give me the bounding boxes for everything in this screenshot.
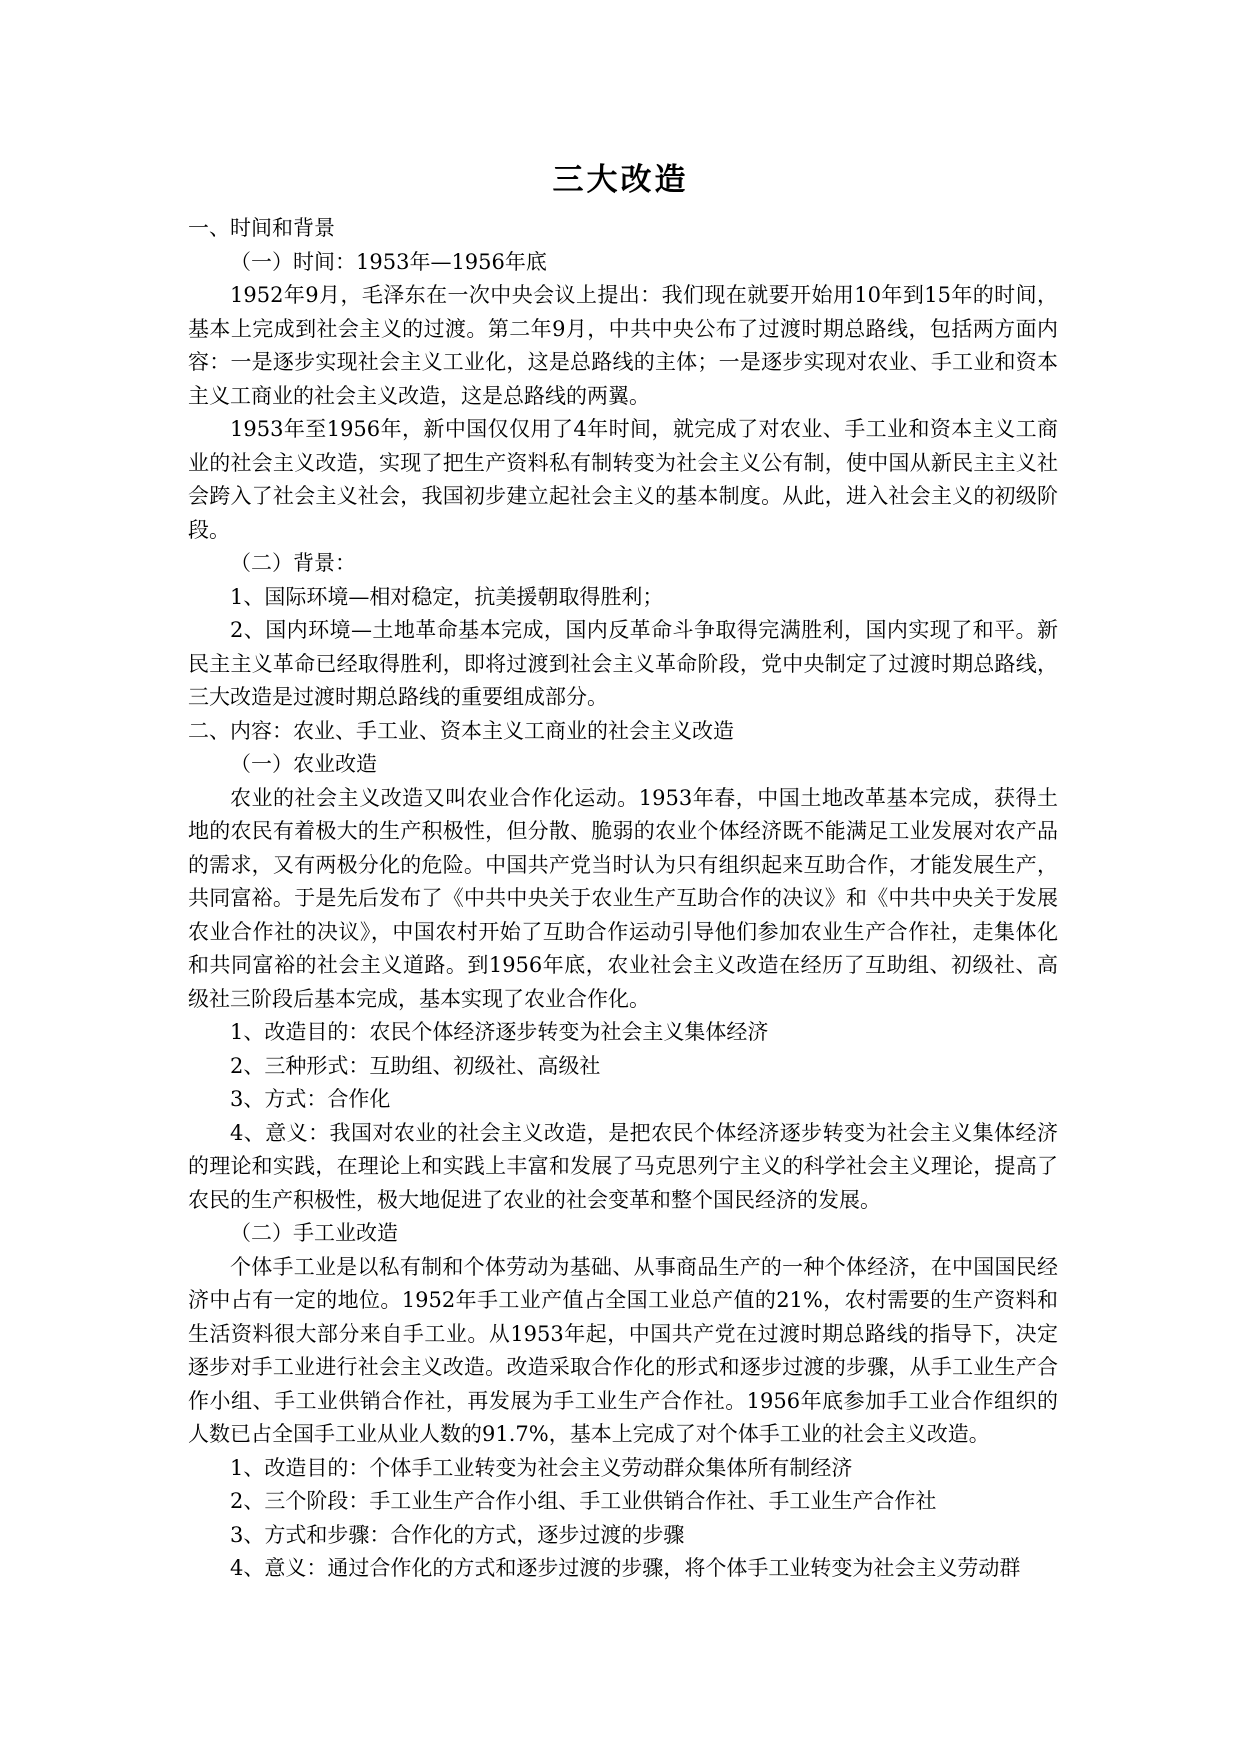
subsection-heading: （一）农业改造 bbox=[230, 752, 377, 776]
subsection-heading: （二）背景： bbox=[230, 551, 356, 575]
section-heading: 二、内容：农业、手工业、资本主义工商业的社会主义改造 bbox=[188, 718, 734, 743]
list-item: 1、改造目的：个体手工业转变为社会主义劳动群众集体所有制经济 bbox=[230, 1455, 853, 1480]
page-title: 三大改造 bbox=[552, 162, 689, 198]
list-item: 2、三种形式：互助组、初级社、高级社 bbox=[230, 1053, 601, 1078]
list-item: 2、三个阶段：手工业生产合作小组、手工业供销合作社、手工业生产合作社 bbox=[230, 1489, 937, 1513]
list-item: 2、国内环境—土地革命基本完成，国内反革命斗争取得完满胜利，国内实现了和平。新民主主义革命已经取得胜利，即将过渡到社会主义革命阶段，党中央制定了过渡时期总路线，三大改造是过渡时期总路线的重要组成部分。 bbox=[188, 618, 1058, 709]
list-item: 4、意义：通过合作化的方式和逐步过渡的步骤，将个体手工业转变为社会主义劳动群 bbox=[230, 1556, 1021, 1580]
list-item: 3、方式：合作化 bbox=[230, 1087, 391, 1111]
body-paragraph: 1952年9月，毛泽东在一次中央会议上提出：我们现在就要开始用10年到15年的时间，基本上完成到社会主义的过渡。第二年9月，中共中央公布了过渡时期总路线，包括两方面内容：一是逐步实现社会主义工业化，这是总路线的主体；一是逐步实现对农业、手工业和资本主义工商业的社会主义改造，这是总路线的两翼。 bbox=[188, 283, 1058, 408]
list-item: 1、改造目的：农民个体经济逐步转变为社会主义集体经济 bbox=[230, 1020, 769, 1044]
body-paragraph: 农业的社会主义改造又叫农业合作化运动。1953年春，中国土地改革基本完成，获得土地的农民有着极大的生产积极性，但分散、脆弱的农业个体经济既不能满足工业发展对农产品的需求，又有两极分化的危险。中国共产党当时认为只有组织起来互助合作，才能发展生产，共同富裕。于是先后发布了《中共中央关于农业生产互助合作的决议》和《中共中央关于发展农业合作社的决议》，中国农村开始了互助合作运动引导他们参加农业生产合作社，走集体化和共同富裕的社会主义道路。到1956年底，农业社会主义改造在经历了互助组、初级社、高级社三阶段后基本完成，基本实现了农业合作化。 bbox=[188, 785, 1058, 1011]
list-item: 3、方式和步骤：合作化的方式，逐步过渡的步骤 bbox=[230, 1522, 685, 1547]
document-body bbox=[188, 212, 1058, 1586]
subsection-heading: （一）时间：1953年—1956年底 bbox=[230, 249, 547, 274]
subsection-heading: （二）手工业改造 bbox=[230, 1221, 398, 1245]
body-paragraph: 1953年至1956年，新中国仅仅用了4年时间，就完成了对农业、手工业和资本主义工商业的社会主义改造，实现了把生产资料私有制转变为社会主义公有制，使中国从新民主主义社会跨入了社会主义社会，我国初步建立起社会主义的基本制度。从此，进入社会主义的初级阶段。 bbox=[188, 417, 1058, 542]
section-heading: 一、时间和背景 bbox=[188, 216, 335, 240]
list-item: 1、国际环境—相对稳定，抗美援朝取得胜利； bbox=[230, 584, 664, 609]
list-item: 4、意义：我国对农业的社会主义改造，是把农民个体经济逐步转变为社会主义集体经济的理论和实践，在理论上和实践上丰富和发展了马克思列宁主义的科学社会主义理论，提高了农民的生产积极性，极大地促进了农业的社会变革和整个国民经济的发展。 bbox=[188, 1120, 1058, 1212]
body-paragraph: 个体手工业是以私有制和个体劳动为基础、从事商品生产的一种个体经济，在中国国民经济中占有一定的地位。1952年手工业产值占全国工业总产值的21%，农村需要的生产资料和生活资料很大部分来自手工业。从1953年起，中国共产党在过渡时期总路线的指导下，决定逐步对手工业进行社会主义改造。改造采取合作化的形式和逐步过渡的步骤，从手工业生产合作小组、手工业供销合作社，再发展为手工业生产合作社。1956年底参加手工业合作组织的人数已占全国手工业从业人数的91.7%，基本上完成了对个体手工业的社会主义改造。 bbox=[188, 1254, 1058, 1446]
